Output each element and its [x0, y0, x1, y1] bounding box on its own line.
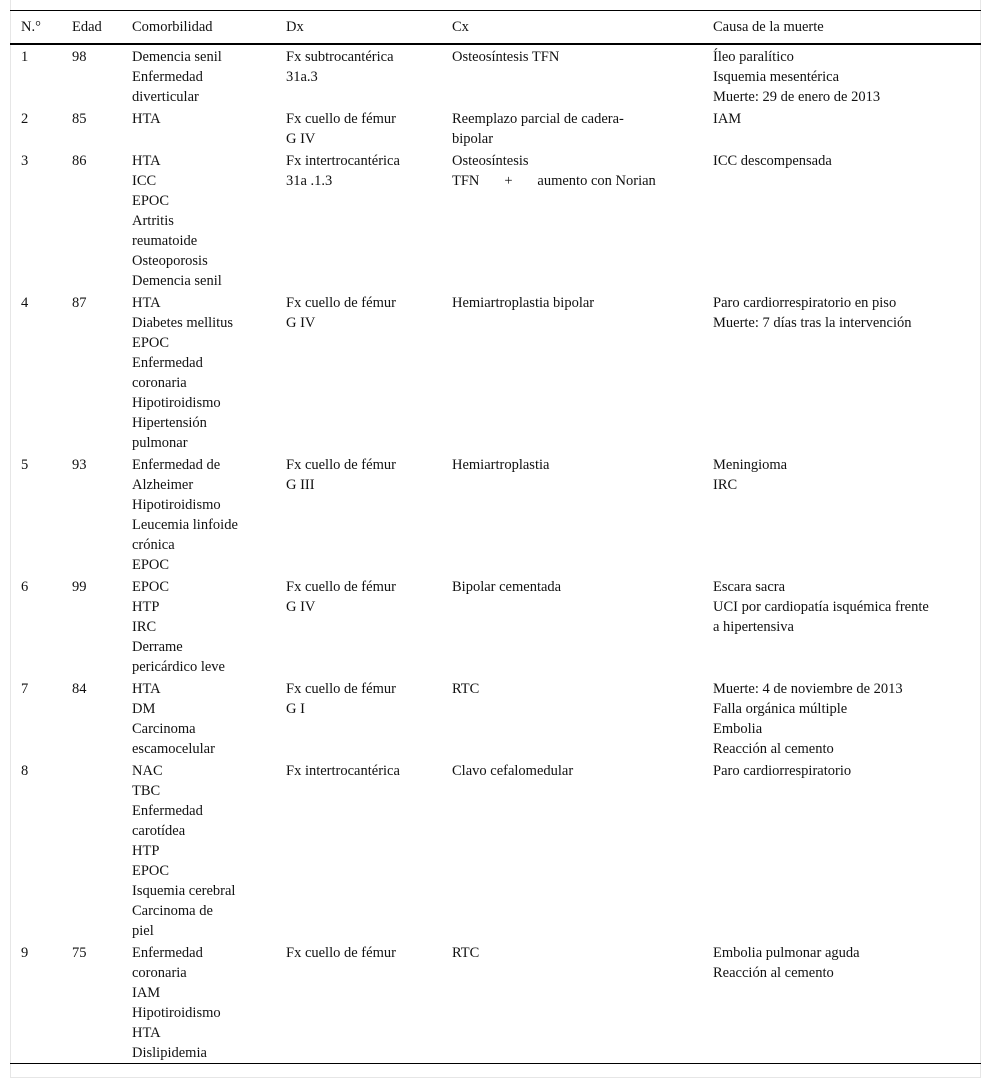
cell-line: Muerte: 4 de noviembre de 2013 [713, 681, 903, 697]
cell-cx [441, 759, 702, 941]
cell-line: Fx cuello de fémur [286, 579, 396, 595]
cell-edad: 98 [72, 49, 87, 65]
cell-cx [441, 575, 702, 677]
cell-numero: 8 [21, 763, 29, 779]
cell-line: HTA [132, 295, 161, 311]
cell-line: Hemiartroplastia bipolar [452, 295, 595, 311]
cell-line: Fx cuello de fémur [286, 681, 396, 697]
cell-line: HTP [132, 843, 160, 859]
table-row [10, 44, 981, 107]
cell-line: diverticular [132, 89, 199, 105]
cell-line: Clavo cefalomedular [452, 763, 574, 779]
cell-causa-muerte [702, 677, 981, 759]
cell-line: G IV [286, 599, 316, 615]
cell-dx [275, 107, 441, 149]
cell-line: Paro cardiorrespiratorio [713, 763, 852, 779]
header-causa-muerte: Causa de la muerte [713, 19, 824, 35]
cell-line: pericárdico leve [132, 659, 225, 675]
cell-line: Reemplazo parcial de cadera- [452, 111, 624, 127]
cell-line: Hipertensión [132, 415, 207, 431]
cell-line: HTA [132, 681, 161, 697]
cell-comorbilidad [121, 677, 275, 759]
cell-line: reumatoide [132, 233, 198, 249]
cell-line: Osteosíntesis TFN [452, 49, 560, 65]
cell-line: Fx cuello de fémur [286, 945, 396, 961]
cell-line: Falla orgánica múltiple [713, 701, 848, 717]
cell-line: Fx subtrocantérica [286, 49, 394, 65]
cell-fragment: aumento con Norian [537, 173, 656, 189]
cell-line: EPOC [132, 579, 170, 595]
cell-line: Isquemia mesentérica [713, 69, 840, 85]
table-row [10, 677, 981, 759]
cell-cx [441, 453, 702, 575]
cell-numero: 1 [21, 49, 29, 65]
cell-line: HTA [132, 1025, 161, 1041]
cell-line: TBC [132, 783, 161, 799]
cell-line: IRC [713, 477, 738, 493]
cell-line: Derrame [132, 639, 183, 655]
mortality-table [10, 10, 981, 1064]
cell-line: escamocelular [132, 741, 215, 757]
table-row [10, 149, 981, 291]
cell-line: Enfermedad [132, 803, 203, 819]
cell-line: Hemiartroplastia [452, 457, 550, 473]
header-dx: Dx [286, 19, 304, 35]
cell-line: Dislipidemia [132, 1045, 207, 1061]
cell-line: Embolia pulmonar aguda [713, 945, 860, 961]
cell-edad: 87 [72, 295, 87, 311]
cell-line: Fx cuello de fémur [286, 111, 396, 127]
cell-numero: 7 [21, 681, 29, 697]
cell-dx [275, 44, 441, 107]
cell-line: UCI por cardiopatía isquémica frente [713, 599, 929, 615]
cell-line: Carcinoma de [132, 903, 213, 919]
cell-edad: 86 [72, 153, 87, 169]
cell-dx [275, 677, 441, 759]
cell-line: NAC [132, 763, 163, 779]
cell-line: RTC [452, 681, 480, 697]
cell-line: Demencia senil [132, 273, 222, 289]
cell-line: Fx intertrocantérica [286, 763, 400, 779]
cell-line: Meningioma [713, 457, 788, 473]
cell-line: Reacción al cemento [713, 965, 834, 981]
cell-line: Muerte: 7 días tras la intervención [713, 315, 912, 331]
cell-numero: 2 [21, 111, 29, 127]
cell-line: Diabetes mellitus [132, 315, 234, 331]
cell-line [452, 171, 702, 191]
cell-numero: 6 [21, 579, 29, 595]
cell-line: 31a .1.3 [286, 173, 333, 189]
cell-fragment: TFN [452, 173, 480, 189]
cell-cx [441, 677, 702, 759]
cell-line: HTP [132, 599, 160, 615]
cell-causa-muerte [702, 291, 981, 453]
cell-comorbilidad [121, 759, 275, 941]
cell-line: Hipotiroidismo [132, 395, 221, 411]
cell-line: Fx cuello de fémur [286, 457, 396, 473]
header-edad: Edad [72, 19, 102, 35]
cell-causa-muerte [702, 107, 981, 149]
cell-line: bipolar [452, 131, 494, 147]
cell-line: coronaria [132, 965, 187, 981]
cell-line: EPOC [132, 335, 170, 351]
cell-comorbilidad [121, 453, 275, 575]
cell-dx [275, 453, 441, 575]
cell-line: Fx intertrocantérica [286, 153, 400, 169]
table-body [10, 44, 981, 1064]
cell-line: Leucemia linfoide [132, 517, 238, 533]
cell-line: HTA [132, 111, 161, 127]
cell-line: Artritis [132, 213, 174, 229]
cell-line: EPOC [132, 863, 170, 879]
cell-line: Enfermedad [132, 945, 203, 961]
cell-line: a hipertensiva [713, 619, 794, 635]
cell-line: IAM [713, 111, 742, 127]
cell-line: Enfermedad [132, 355, 203, 371]
table-row [10, 291, 981, 453]
cell-line: Hipotiroidismo [132, 497, 221, 513]
cell-line: Enfermedad de [132, 457, 221, 473]
cell-numero: 5 [21, 457, 29, 473]
cell-line: carotídea [132, 823, 186, 839]
cell-line: Escara sacra [713, 579, 786, 595]
table-row [10, 453, 981, 575]
cell-edad: 99 [72, 579, 87, 595]
cell-line: Osteosíntesis [452, 153, 529, 169]
cell-line: EPOC [132, 557, 170, 573]
header-comorbilidad: Comorbilidad [132, 19, 213, 35]
cell-comorbilidad [121, 44, 275, 107]
cell-line: Bipolar cementada [452, 579, 562, 595]
cell-line: G IV [286, 131, 316, 147]
cell-dx [275, 575, 441, 677]
cell-line: Muerte: 29 de enero de 2013 [713, 89, 881, 105]
cell-dx [275, 759, 441, 941]
cell-comorbilidad [121, 107, 275, 149]
cell-line: Alzheimer [132, 477, 194, 493]
cell-line: G I [286, 701, 305, 717]
cell-line: IRC [132, 619, 157, 635]
cell-line: IAM [132, 985, 161, 1001]
cell-line: EPOC [132, 193, 170, 209]
cell-cx [441, 149, 702, 291]
cell-line: crónica [132, 537, 175, 553]
cell-edad: 75 [72, 945, 87, 961]
cell-line: Hipotiroidismo [132, 1005, 221, 1021]
cell-comorbilidad [121, 149, 275, 291]
cell-edad: 85 [72, 111, 87, 127]
cell-numero: 3 [21, 153, 29, 169]
cell-cx [441, 291, 702, 453]
cell-edad: 84 [72, 681, 87, 697]
cell-numero: 4 [21, 295, 29, 311]
header-numero: N.° [21, 19, 41, 35]
table-row [10, 759, 981, 941]
cell-line: coronaria [132, 375, 187, 391]
cell-causa-muerte [702, 941, 981, 1064]
cell-line: ICC [132, 173, 157, 189]
cell-cx [441, 44, 702, 107]
table-header-row [10, 11, 981, 45]
cell-cx [441, 107, 702, 149]
cell-cx [441, 941, 702, 1064]
cell-line: Reacción al cemento [713, 741, 834, 757]
cell-line: Osteoporosis [132, 253, 208, 269]
cell-causa-muerte [702, 759, 981, 941]
cell-dx [275, 941, 441, 1064]
cell-line: G IV [286, 315, 316, 331]
table-row [10, 107, 981, 149]
cell-line: Demencia senil [132, 49, 222, 65]
cell-dx [275, 149, 441, 291]
cell-line: HTA [132, 153, 161, 169]
cell-line: Isquemia cerebral [132, 883, 236, 899]
table-row [10, 575, 981, 677]
cell-dx [275, 291, 441, 453]
cell-comorbilidad [121, 575, 275, 677]
cell-comorbilidad [121, 941, 275, 1064]
cell-edad [61, 759, 121, 941]
cell-line: 31a.3 [286, 69, 318, 85]
cell-line: Embolia [713, 721, 763, 737]
cell-comorbilidad [121, 291, 275, 453]
cell-line: Enfermedad [132, 69, 203, 85]
cell-line: ICC descompensada [713, 153, 832, 169]
cell-line: G III [286, 477, 315, 493]
cell-line: Paro cardiorrespiratorio en piso [713, 295, 897, 311]
cell-causa-muerte [702, 453, 981, 575]
cell-causa-muerte [702, 44, 981, 107]
cell-causa-muerte [702, 575, 981, 677]
cell-line: piel [132, 923, 154, 939]
header-cx: Cx [452, 19, 469, 35]
cell-line: pulmonar [132, 435, 188, 451]
cell-fragment: + [504, 173, 513, 189]
cell-causa-muerte [702, 149, 981, 291]
cell-line: Fx cuello de fémur [286, 295, 396, 311]
cell-line: DM [132, 701, 156, 717]
table-row [10, 941, 981, 1064]
cell-line: Íleo paralítico [713, 49, 794, 65]
cell-line: RTC [452, 945, 480, 961]
cell-numero: 9 [21, 945, 29, 961]
cell-line: Carcinoma [132, 721, 196, 737]
cell-edad: 93 [72, 457, 87, 473]
